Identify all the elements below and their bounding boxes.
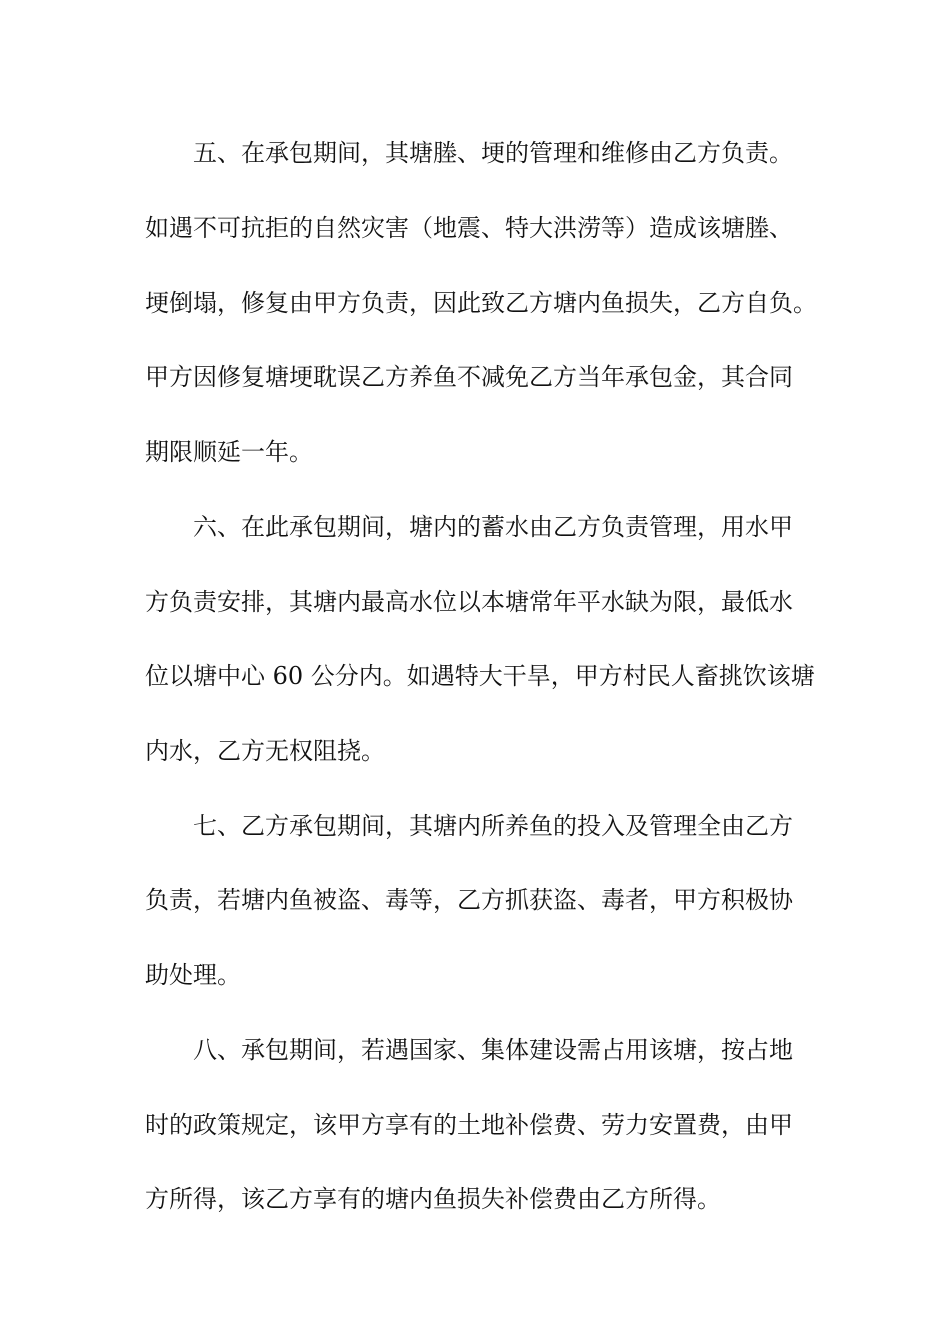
clause-7-line-1: 七、乙方承包期间，其塘内所养鱼的投入及管理全由乙方 xyxy=(193,812,793,840)
clause-5-line-3: 埂倒塌，修复由甲方负责，因此致乙方塘内鱼损失，乙方自负。 xyxy=(145,289,817,317)
clause-6-line-3: 位以塘中心 60 公分内。如遇特大干旱，甲方村民人畜挑饮该塘 xyxy=(145,662,815,690)
clause-8-line-2: 时的政策规定，该甲方享有的土地补偿费、劳力安置费，由甲 xyxy=(145,1111,793,1139)
clause-7-line-2: 负责，若塘内鱼被盗、毒等，乙方抓获盗、毒者，甲方积极协 xyxy=(145,886,793,914)
clause-6-line-4: 内水，乙方无权阻挠。 xyxy=(145,737,385,765)
clause-5-line-1: 五、在承包期间，其塘塍、埂的管理和维修由乙方负责。 xyxy=(193,139,793,167)
clause-5-line-5: 期限顺延一年。 xyxy=(145,438,313,466)
clause-5-line-4: 甲方因修复塘埂耽误乙方养鱼不减免乙方当年承包金，其合同 xyxy=(145,363,793,391)
clause-8-line-3: 方所得，该乙方享有的塘内鱼损失补偿费由乙方所得。 xyxy=(145,1185,721,1213)
clause-7-line-3: 助处理。 xyxy=(145,961,241,989)
clause-6-line-1: 六、在此承包期间，塘内的蓄水由乙方负责管理，用水甲 xyxy=(193,513,793,541)
clause-8-line-1: 八、承包期间，若遇国家、集体建设需占用该塘，按占地 xyxy=(193,1036,793,1064)
clause-6-line-2: 方负责安排，其塘内最高水位以本塘常年平水缺为限，最低水 xyxy=(145,588,793,616)
clause-5-line-2: 如遇不可抗拒的自然灾害（地震、特大洪涝等）造成该塘塍、 xyxy=(145,214,793,242)
